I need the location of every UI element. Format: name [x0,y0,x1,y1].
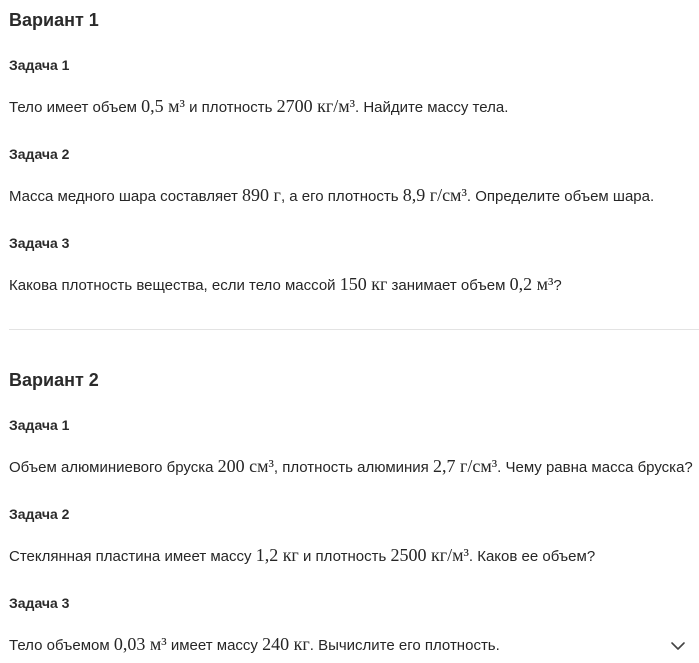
task-title-v2-1: Задача 1 [9,417,70,433]
task-text-v1-2 [9,185,654,206]
math-expression: 0,5 м³ [141,96,185,116]
text-fragment: . Каков ее объем? [468,548,596,565]
math-expression: 0,2 м³ [509,274,554,294]
task-title-v1-1: Задача 1 [9,57,70,73]
text-fragment: и плотность [298,548,391,565]
text-fragment: , плотность алюминия [273,459,433,476]
section-divider [9,329,699,330]
task-text-v2-2 [9,545,595,566]
task-text-v2-3 [9,634,500,655]
text-fragment: Масса медного шара составляет [9,188,243,205]
math-expression: 8,9 г/см³ [402,185,467,205]
task-text-v1-3 [9,274,562,295]
task-title-v2-2: Задача 2 [9,506,70,522]
math-expression: 890 г [242,185,281,205]
task-title-v1-2: Задача 2 [9,146,70,162]
math-expression: 2,7 г/см³ [432,456,498,476]
math-expression: 2700 кг/м³ [276,96,355,116]
text-fragment: Тело имеет объем [9,99,142,116]
text-fragment: имеет массу [166,637,263,654]
task-text-v1-1 [9,96,508,117]
text-fragment: . Чему равна масса бруска? [497,459,693,476]
math-expression: 2500 кг/м³ [390,545,469,565]
text-fragment: Какова плотность вещества, если тело массой [9,277,340,294]
text-fragment: ? [553,277,562,294]
text-fragment: занимает объем [387,277,510,294]
task-text-v2-1 [9,456,693,477]
text-fragment: . Вычислите его плотность. [309,637,500,654]
task-title-v2-3: Задача 3 [9,595,70,611]
text-fragment: , а его плотность [280,188,403,205]
math-expression: 200 см³ [217,456,274,476]
text-fragment: . Определите объем шара. [466,188,655,205]
text-fragment: Тело объемом [9,637,114,654]
math-expression: 1,2 кг [255,545,299,565]
math-expression: 150 кг [339,274,388,294]
text-fragment: Стеклянная пластина имеет массу [9,548,256,565]
scroll-down-button[interactable] [669,637,687,655]
variant-2-title: Вариант 2 [9,370,99,390]
text-fragment: Объем алюминиевого бруска [9,459,218,476]
variant-1-title: Вариант 1 [9,10,99,30]
math-expression: 0,03 м³ [113,634,167,654]
chevron-down-icon [669,637,687,655]
task-title-v1-3: Задача 3 [9,235,70,251]
math-expression: 240 кг [262,634,310,654]
text-fragment: . Найдите массу тела. [355,99,509,116]
text-fragment: и плотность [184,99,277,116]
